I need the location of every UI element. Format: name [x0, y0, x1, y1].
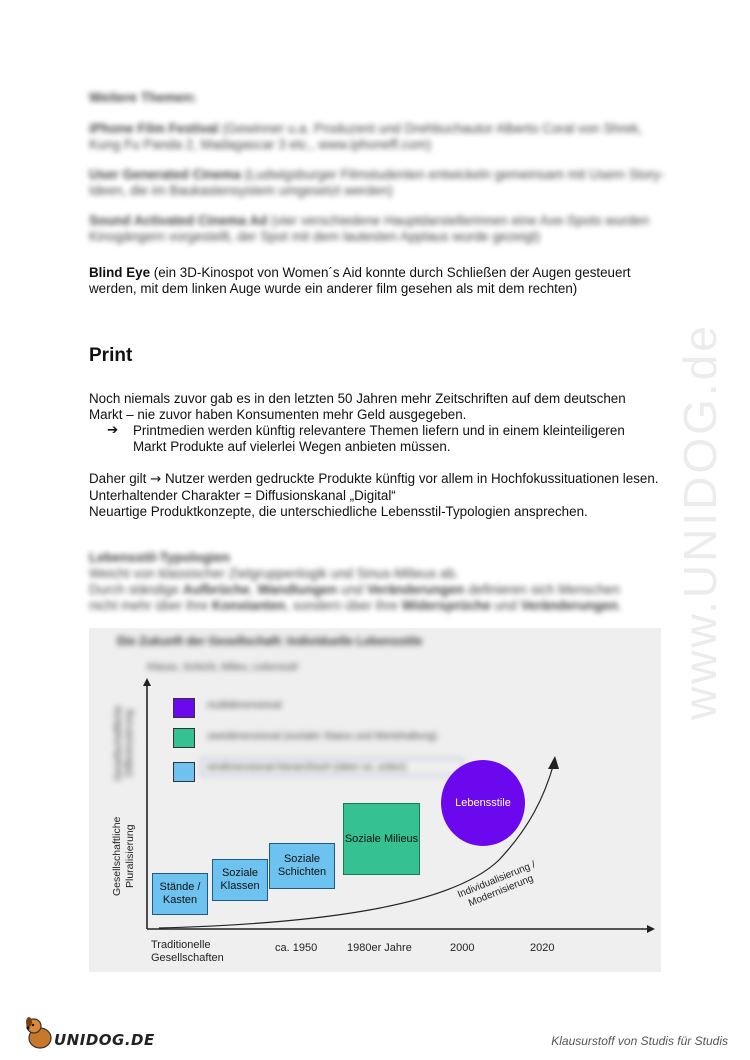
emphasis-text: Veränderungen [520, 598, 619, 613]
watermark: www.UNIDOG.de [674, 323, 726, 720]
x-tick: 1980er Jahre [347, 942, 412, 954]
blind-eye-text: (ein 3D-Kinospot von Women´s Aid konnte durch Schließen der Augen gesteuert werden, mit dem linken Auge wurde ein anderer film gesehen als mit dem rechten) [89, 265, 631, 296]
y-axis-arrow [143, 678, 151, 686]
x-tick: 2020 [530, 942, 555, 954]
y-axis-label: Gesellschaftliche Pluralisierung [111, 816, 136, 896]
topic-text: (vier verschiedene Hauptdarstellerinnen eine Axe-Spots wurden Kinogängern vorgestellt, der Spot mit dem lautesten Applaus wurde gezeigt) [89, 213, 650, 244]
topic-title: Sound Activated Cinema Ad [89, 213, 268, 228]
legend-label: eindimensional-hierarchisch (oben vs. unten) [201, 758, 463, 776]
logo-text: UNIDOG.DE [54, 1031, 155, 1049]
lifestyle-line1: Weicht von klassischer Zielgruppenlogik und Sinus-Milieus ab. [89, 566, 459, 581]
legend-label: zweidimensional (sozialer Status und Wertehaltung) [207, 731, 437, 742]
lifestyle-diagram [89, 628, 661, 972]
conclusion-rest: Nutzer werden gedruckte Produkte künftig vor allem in Hochfokussituationen lesen. [165, 471, 659, 486]
dog-icon [24, 1016, 54, 1050]
curve-label: Individualisierung / Modernisierung [456, 859, 538, 910]
diagram-subtitle: Klasse, Schicht, Milieu, Lebensstil [147, 662, 298, 673]
emphasis-text: Konstanten [211, 598, 286, 613]
print-heading: Print [89, 345, 133, 366]
emphasis-text: Widersprüche [401, 598, 491, 613]
blind-eye-title: Blind Eye [89, 265, 151, 280]
print-paragraph: Noch niemals zuvor gab es in den letzten 50 Jahren mehr Zeitschriften auf dem deutschen Markt – nie zuvor haben Konsumenten mehr Geld ausgegeben. [89, 391, 626, 422]
box-milieus: Soziale Milieus [343, 803, 420, 875]
footer-tagline: Klausurstoff von Studis für Studis [551, 1034, 728, 1048]
text-fragment: und [490, 598, 521, 613]
lifestyle-line3 [89, 598, 669, 614]
text-fragment: und [337, 582, 367, 597]
text-fragment: Durch ständige [89, 582, 183, 597]
emphasis-text: Veränderungen [366, 582, 465, 597]
topic-title: iPhone Film Festival [89, 121, 219, 136]
lifestyle-section [89, 550, 669, 614]
more-topics-section [89, 90, 669, 245]
text-fragment: definieren sich Menschen [464, 582, 620, 597]
conclusion-prefix: Daher gilt [89, 471, 147, 486]
print-bullet [107, 423, 657, 455]
lifestyle-heading: Lebensstil-Typologien [89, 550, 231, 565]
arrow-right-icon: → [150, 472, 162, 487]
curve-arrow [548, 756, 559, 769]
emphasis-text: Aufbrüche [182, 582, 250, 597]
conclusion-line3: Neuartige Produktkonzepte, die unterschiedliche Lebensstil-Typologien ansprechen. [89, 504, 588, 519]
text-fragment: nicht mehr über ihre [89, 598, 212, 613]
x-tick: Traditionelle Gesellschaften [151, 939, 224, 964]
text-fragment: . [618, 598, 622, 613]
conclusion-line2: Unterhaltender Charakter = Diffusionskanal „Digital“ [89, 488, 396, 503]
topic-ugc [89, 167, 669, 199]
lifestyle-line2 [89, 582, 669, 598]
box-klassen: Soziale Klassen [212, 859, 268, 901]
print-bullet-text: Printmedien werden künftig relevantere Themen liefern und in einem kleinteiligeren Markt Produkte auf vielerlei Wegen anbieten müssen. [133, 423, 625, 454]
x-axis-arrow [647, 925, 655, 933]
y-axis-label-upper: Gesellschaftliche Differenzierung [113, 705, 135, 781]
topic-iphone [89, 121, 669, 153]
box-schichten: Soziale Schichten [269, 843, 335, 889]
box-staende: Stände / Kasten [152, 873, 208, 915]
diagram-axes [89, 628, 661, 972]
emphasis-text: Wandlungen [257, 582, 338, 597]
diagram-title: Die Zukunft der Gesellschaft: Individuelle Lebensstile [117, 634, 423, 648]
text-fragment: , sondern über ihre [285, 598, 402, 613]
topic-title: User Generated Cinema [89, 167, 241, 182]
arrow-right-icon: ➔ [107, 423, 119, 438]
circle-lebensstile: Lebensstile [441, 760, 525, 846]
print-conclusion [89, 471, 659, 520]
topic-text: (Gewinner u.a. Produzent und Drehbuchautor Alberto Coral von Shrek, Kung Fu Panda 2, Madagascar 3 etc., www.iphoneff.com) [89, 121, 643, 152]
legend-label: multidimensional [207, 700, 282, 711]
topic-text: (Ludwigsburger Filmstudenten entwickeln gemeinsam mit Usern Story-Ideen, die im Baukastensystem umgesetzt werden) [89, 167, 665, 198]
x-tick: 2000 [450, 942, 475, 954]
blind-eye-paragraph [89, 265, 669, 297]
text-fragment: , [249, 582, 258, 597]
topic-sound [89, 213, 669, 245]
x-tick: ca. 1950 [275, 942, 318, 954]
more-topics-heading: Weitere Themen: [89, 90, 197, 105]
